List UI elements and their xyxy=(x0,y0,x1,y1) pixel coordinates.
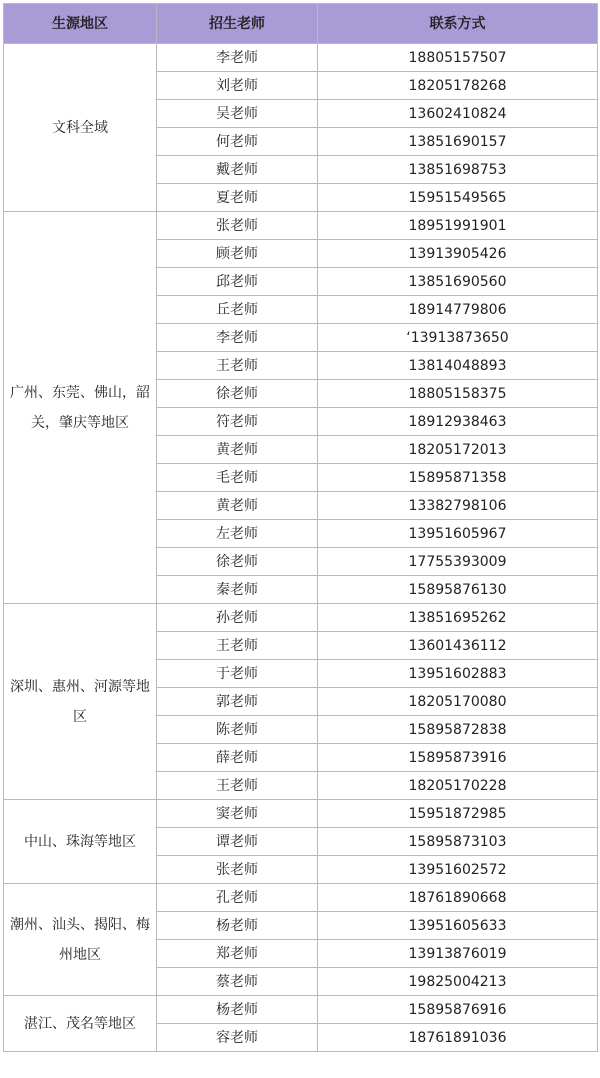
phone-cell: 15895873916 xyxy=(318,744,598,772)
teacher-cell: 戴老师 xyxy=(157,156,318,184)
teacher-cell: 顾老师 xyxy=(157,240,318,268)
region-cell: 潮州、汕头、揭阳、梅州地区 xyxy=(4,884,157,996)
phone-cell: 13951605967 xyxy=(318,520,598,548)
phone-cell: 18205170228 xyxy=(318,772,598,800)
phone-cell: 15895876916 xyxy=(318,996,598,1024)
phone-cell: 18205178268 xyxy=(318,72,598,100)
teacher-cell: 秦老师 xyxy=(157,576,318,604)
phone-cell: 13913876019 xyxy=(318,940,598,968)
phone-cell: ‘13913873650 xyxy=(318,324,598,352)
teacher-cell: 王老师 xyxy=(157,772,318,800)
table-body xyxy=(4,44,598,1052)
teacher-cell: 徐老师 xyxy=(157,548,318,576)
phone-cell: 19825004213 xyxy=(318,968,598,996)
phone-cell: 15951549565 xyxy=(318,184,598,212)
teacher-cell: 薛老师 xyxy=(157,744,318,772)
phone-cell: 15895873103 xyxy=(318,828,598,856)
region-cell: 湛江、茂名等地区 xyxy=(4,996,157,1052)
phone-cell: 18951991901 xyxy=(318,212,598,240)
teacher-cell: 杨老师 xyxy=(157,912,318,940)
phone-cell: 13851695262 xyxy=(318,604,598,632)
phone-cell: 13382798106 xyxy=(318,492,598,520)
teacher-cell: 左老师 xyxy=(157,520,318,548)
teacher-cell: 王老师 xyxy=(157,632,318,660)
phone-cell: 18912938463 xyxy=(318,408,598,436)
teacher-cell: 蔡老师 xyxy=(157,968,318,996)
phone-cell: 13951602572 xyxy=(318,856,598,884)
phone-cell: 15895871358 xyxy=(318,464,598,492)
teacher-cell: 丘老师 xyxy=(157,296,318,324)
teacher-cell: 谭老师 xyxy=(157,828,318,856)
table-row xyxy=(4,604,598,632)
region-cell: 中山、珠海等地区 xyxy=(4,800,157,884)
teacher-cell: 李老师 xyxy=(157,44,318,72)
phone-cell: 18805158375 xyxy=(318,380,598,408)
teacher-cell: 容老师 xyxy=(157,1024,318,1052)
table-header xyxy=(4,4,598,44)
phone-cell: 15951872985 xyxy=(318,800,598,828)
teacher-cell: 张老师 xyxy=(157,212,318,240)
phone-cell: 18914779806 xyxy=(318,296,598,324)
phone-cell: 18761891036 xyxy=(318,1024,598,1052)
table-row xyxy=(4,800,598,828)
teacher-cell: 符老师 xyxy=(157,408,318,436)
phone-cell: 13913905426 xyxy=(318,240,598,268)
teacher-cell: 张老师 xyxy=(157,856,318,884)
phone-cell: 13601436112 xyxy=(318,632,598,660)
phone-cell: 13851690560 xyxy=(318,268,598,296)
header-row xyxy=(4,4,598,44)
teacher-cell: 窦老师 xyxy=(157,800,318,828)
teacher-cell: 李老师 xyxy=(157,324,318,352)
teacher-cell: 何老师 xyxy=(157,128,318,156)
phone-cell: 18761890668 xyxy=(318,884,598,912)
teacher-cell: 徐老师 xyxy=(157,380,318,408)
phone-cell: 13851698753 xyxy=(318,156,598,184)
teacher-cell: 于老师 xyxy=(157,660,318,688)
region-cell: 文科全域 xyxy=(4,44,157,212)
phone-cell: 13851690157 xyxy=(318,128,598,156)
teacher-cell: 王老师 xyxy=(157,352,318,380)
teacher-cell: 黄老师 xyxy=(157,492,318,520)
table-row xyxy=(4,884,598,912)
teacher-cell: 郑老师 xyxy=(157,940,318,968)
contacts-table xyxy=(3,3,598,1052)
phone-cell: 13951605633 xyxy=(318,912,598,940)
header-region: 生源地区 xyxy=(4,4,157,44)
teacher-cell: 刘老师 xyxy=(157,72,318,100)
phone-cell: 15895876130 xyxy=(318,576,598,604)
teacher-cell: 黄老师 xyxy=(157,436,318,464)
header-teacher: 招生老师 xyxy=(157,4,318,44)
teacher-cell: 毛老师 xyxy=(157,464,318,492)
phone-cell: 18805157507 xyxy=(318,44,598,72)
phone-cell: 13602410824 xyxy=(318,100,598,128)
teacher-cell: 夏老师 xyxy=(157,184,318,212)
teacher-cell: 陈老师 xyxy=(157,716,318,744)
table-row xyxy=(4,212,598,240)
phone-cell: 13951602883 xyxy=(318,660,598,688)
phone-cell: 15895872838 xyxy=(318,716,598,744)
phone-cell: 13814048893 xyxy=(318,352,598,380)
teacher-cell: 郭老师 xyxy=(157,688,318,716)
teacher-cell: 孙老师 xyxy=(157,604,318,632)
table-row xyxy=(4,44,598,72)
header-contact: 联系方式 xyxy=(318,4,598,44)
teacher-cell: 吴老师 xyxy=(157,100,318,128)
phone-cell: 18205172013 xyxy=(318,436,598,464)
teacher-cell: 邱老师 xyxy=(157,268,318,296)
teacher-cell: 杨老师 xyxy=(157,996,318,1024)
region-cell: 深圳、惠州、河源等地区 xyxy=(4,604,157,800)
phone-cell: 17755393009 xyxy=(318,548,598,576)
teacher-cell: 孔老师 xyxy=(157,884,318,912)
region-cell: 广州、东莞、佛山，韶关，肇庆等地区 xyxy=(4,212,157,604)
table-row xyxy=(4,996,598,1024)
phone-cell: 18205170080 xyxy=(318,688,598,716)
